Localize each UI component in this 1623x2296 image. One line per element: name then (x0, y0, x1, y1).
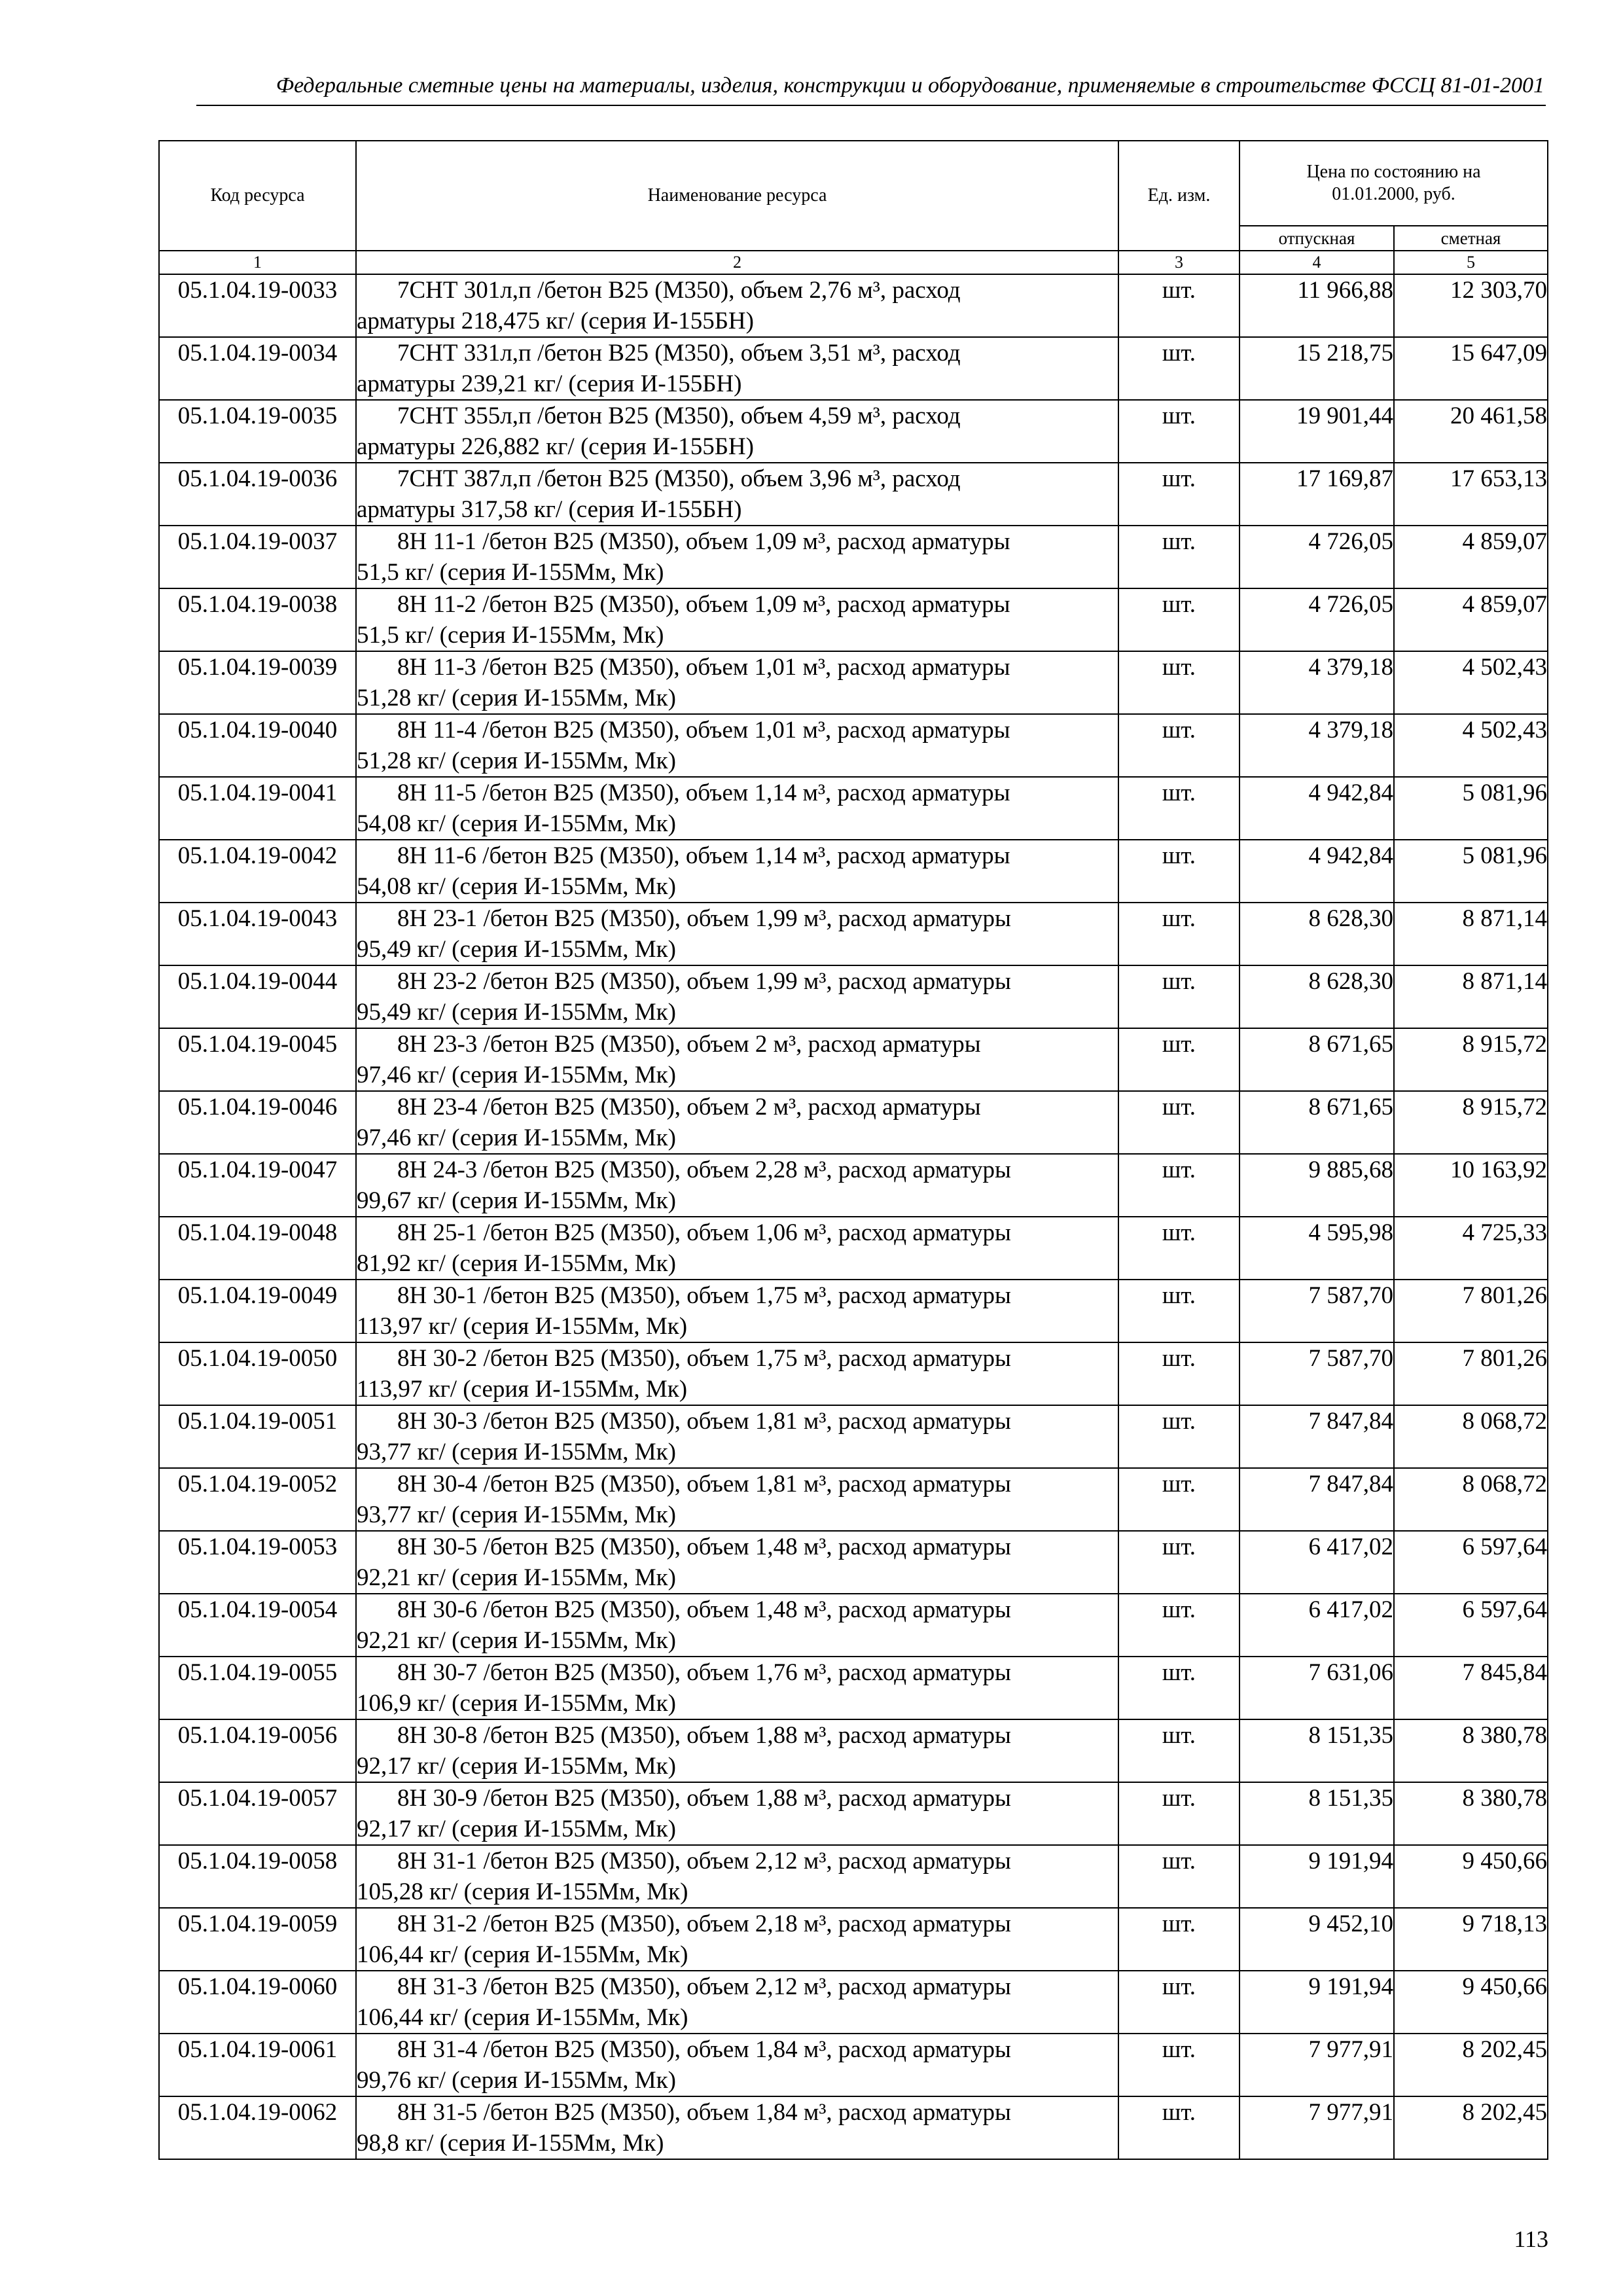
resource-name (356, 903, 1118, 965)
resource-name-line: 113,97 кг/ (серия И-155Мм, Мк) (357, 1313, 688, 1340)
resource-name-line (357, 778, 1118, 808)
unit-cell: шт. (1118, 903, 1240, 965)
unit-cell: шт. (1118, 526, 1240, 588)
resource-code: 05.1.04.19-0051 (159, 1405, 356, 1468)
resource-name-line (357, 840, 1118, 871)
release-price: 7 587,70 (1240, 1280, 1394, 1342)
column-number: 5 (1394, 251, 1548, 274)
resource-name (356, 463, 1118, 526)
table-row (159, 1531, 1548, 1594)
estimate-price: 7 845,84 (1394, 1657, 1548, 1719)
resource-name (356, 651, 1118, 714)
release-price: 19 901,44 (1240, 400, 1394, 463)
resource-code: 05.1.04.19-0037 (159, 526, 356, 588)
resource-price-table (158, 140, 1548, 2160)
resource-name (356, 965, 1118, 1028)
resource-code: 05.1.04.19-0047 (159, 1154, 356, 1217)
resource-name-line (357, 275, 1118, 306)
column-number: 3 (1118, 251, 1240, 274)
release-price: 8 628,30 (1240, 965, 1394, 1028)
release-price: 9 452,10 (1240, 1908, 1394, 1971)
release-price: 6 417,02 (1240, 1531, 1394, 1594)
resource-name-line: 51,28 кг/ (серия И-155Мм, Мк) (357, 685, 676, 711)
resource-name-line: 92,21 кг/ (серия И-155Мм, Мк) (357, 1627, 676, 1654)
resource-name-text: 8Н 23-2 /бетон В25 (М350), объем 1,99 м³, расход арматуры (397, 968, 1011, 995)
resource-name-line: 92,17 кг/ (серия И-155Мм, Мк) (357, 1753, 676, 1780)
resource-name-line: 99,67 кг/ (серия И-155Мм, Мк) (357, 1187, 676, 1214)
unit-cell: шт. (1118, 2034, 1240, 2096)
table-row (159, 1908, 1548, 1971)
table-row (159, 463, 1548, 526)
unit-cell: шт. (1118, 1028, 1240, 1091)
resource-code: 05.1.04.19-0058 (159, 1845, 356, 1908)
resource-name-line (357, 1029, 1118, 1060)
resource-name-line (357, 715, 1118, 745)
resource-code: 05.1.04.19-0034 (159, 337, 356, 400)
table-row (159, 840, 1548, 903)
resource-name-line (357, 652, 1118, 683)
resource-code: 05.1.04.19-0045 (159, 1028, 356, 1091)
unit-cell: шт. (1118, 274, 1240, 337)
resource-name-line: 54,08 кг/ (серия И-155Мм, Мк) (357, 873, 676, 900)
resource-name-text: 8Н 30-6 /бетон В25 (М350), объем 1,48 м³, расход арматуры (397, 1596, 1011, 1623)
resource-name (356, 337, 1118, 400)
unit-cell: шт. (1118, 1845, 1240, 1908)
release-price: 4 942,84 (1240, 840, 1394, 903)
resource-code: 05.1.04.19-0053 (159, 1531, 356, 1594)
resource-name-text: 8Н 24-3 /бетон В25 (М350), объем 2,28 м³, расход арматуры (397, 1157, 1011, 1183)
estimate-price: 17 653,13 (1394, 463, 1548, 526)
resource-name-text: 8Н 30-3 /бетон В25 (М350), объем 1,81 м³, расход арматуры (397, 1408, 1011, 1435)
column-header-name: Наименование ресурса (356, 141, 1118, 251)
resource-name-text: 8Н 11-5 /бетон В25 (М350), объем 1,14 м³, расход арматуры (397, 780, 1010, 806)
release-price: 8 671,65 (1240, 1028, 1394, 1091)
resource-name-text: 8Н 30-5 /бетон В25 (М350), объем 1,48 м³, расход арматуры (397, 1534, 1011, 1560)
resource-name-line (357, 1846, 1118, 1876)
resource-name-text: 8Н 30-2 /бетон В25 (М350), объем 1,75 м³, расход арматуры (397, 1345, 1011, 1372)
resource-name (356, 1028, 1118, 1091)
resource-name-line (357, 526, 1118, 557)
release-price: 7 631,06 (1240, 1657, 1394, 1719)
estimate-price: 9 450,66 (1394, 1845, 1548, 1908)
estimate-price: 5 081,96 (1394, 777, 1548, 840)
resource-name-text: 8Н 30-1 /бетон В25 (М350), объем 1,75 м³, расход арматуры (397, 1282, 1011, 1309)
resource-name-text: 8Н 31-5 /бетон В25 (М350), объем 1,84 м³, расход арматуры (397, 2099, 1011, 2126)
table-row (159, 526, 1548, 588)
table-row (159, 777, 1548, 840)
resource-name-text: 8Н 25-1 /бетон В25 (М350), объем 1,06 м³, расход арматуры (397, 1219, 1011, 1246)
unit-cell: шт. (1118, 714, 1240, 777)
release-price: 8 671,65 (1240, 1091, 1394, 1154)
resource-name-text: 8Н 31-4 /бетон В25 (М350), объем 1,84 м³, расход арматуры (397, 2036, 1011, 2063)
resource-name-line: арматуры 239,21 кг/ (серия И-155БН) (357, 370, 742, 397)
table-row (159, 714, 1548, 777)
unit-cell: шт. (1118, 1217, 1240, 1280)
resource-name-line (357, 1657, 1118, 1688)
estimate-price: 8 202,45 (1394, 2096, 1548, 2159)
release-price: 4 379,18 (1240, 714, 1394, 777)
resource-name (356, 1154, 1118, 1217)
resource-name (356, 840, 1118, 903)
unit-cell: шт. (1118, 1908, 1240, 1971)
estimate-price: 8 068,72 (1394, 1468, 1548, 1531)
table-row (159, 1405, 1548, 1468)
estimate-price: 4 859,07 (1394, 588, 1548, 651)
unit-cell: шт. (1118, 2096, 1240, 2159)
estimate-price: 7 801,26 (1394, 1342, 1548, 1405)
resource-name-line (357, 1092, 1118, 1122)
resource-name (356, 1594, 1118, 1657)
table-row (159, 588, 1548, 651)
resource-name-line: 54,08 кг/ (серия И-155Мм, Мк) (357, 810, 676, 837)
resource-name-line: 93,77 кг/ (серия И-155Мм, Мк) (357, 1501, 676, 1528)
table-row (159, 1280, 1548, 1342)
estimate-price: 8 068,72 (1394, 1405, 1548, 1468)
table-row (159, 2096, 1548, 2159)
estimate-price: 8 871,14 (1394, 903, 1548, 965)
resource-code: 05.1.04.19-0035 (159, 400, 356, 463)
column-header-price-group: Цена по состоянию на 01.01.2000, руб. (1240, 141, 1548, 226)
unit-cell: шт. (1118, 463, 1240, 526)
table-row (159, 1217, 1548, 1280)
resource-name-line (357, 338, 1118, 368)
resource-name-line (357, 1594, 1118, 1625)
release-price: 4 942,84 (1240, 777, 1394, 840)
estimate-price: 8 871,14 (1394, 965, 1548, 1028)
estimate-price: 6 597,64 (1394, 1594, 1548, 1657)
estimate-price: 8 202,45 (1394, 2034, 1548, 2096)
table-row (159, 2034, 1548, 2096)
estimate-price: 10 163,92 (1394, 1154, 1548, 1217)
resource-name-line: 95,49 кг/ (серия И-155Мм, Мк) (357, 936, 676, 963)
unit-cell: шт. (1118, 965, 1240, 1028)
estimate-price: 4 859,07 (1394, 526, 1548, 588)
resource-code: 05.1.04.19-0050 (159, 1342, 356, 1405)
table-row (159, 1091, 1548, 1154)
resource-name-line (357, 1155, 1118, 1185)
resource-code: 05.1.04.19-0033 (159, 274, 356, 337)
resource-code: 05.1.04.19-0038 (159, 588, 356, 651)
table-row (159, 1782, 1548, 1845)
resource-name-line (357, 1280, 1118, 1311)
estimate-price: 4 502,43 (1394, 651, 1548, 714)
estimate-price: 6 597,64 (1394, 1531, 1548, 1594)
table-row (159, 1657, 1548, 1719)
resource-name-line: арматуры 218,475 кг/ (серия И-155БН) (357, 308, 754, 334)
resource-name-line: 106,44 кг/ (серия И-155Мм, Мк) (357, 2004, 688, 2031)
resource-name (356, 1342, 1118, 1405)
estimate-price: 4 725,33 (1394, 1217, 1548, 1280)
resource-code: 05.1.04.19-0062 (159, 2096, 356, 2159)
resource-name-line (357, 2034, 1118, 2065)
resource-name (356, 1468, 1118, 1531)
release-price: 9 885,68 (1240, 1154, 1394, 1217)
estimate-price: 5 081,96 (1394, 840, 1548, 903)
resource-name (356, 714, 1118, 777)
resource-name-text: 8Н 11-3 /бетон В25 (М350), объем 1,01 м³, расход арматуры (397, 654, 1010, 681)
resource-name-text: 8Н 11-2 /бетон В25 (М350), объем 1,09 м³, расход арматуры (397, 591, 1010, 618)
table-row (159, 965, 1548, 1028)
resource-name (356, 1782, 1118, 1845)
release-price: 7 977,91 (1240, 2096, 1394, 2159)
resource-name-text: 7СНТ 331л,п /бетон В25 (М350), объем 3,51 м³, расход (397, 340, 961, 367)
release-price: 4 726,05 (1240, 588, 1394, 651)
resource-name-line: 92,17 кг/ (серия И-155Мм, Мк) (357, 1816, 676, 1842)
resource-code: 05.1.04.19-0060 (159, 1971, 356, 2034)
resource-code: 05.1.04.19-0059 (159, 1908, 356, 1971)
column-number: 4 (1240, 251, 1394, 274)
release-price: 7 977,91 (1240, 2034, 1394, 2096)
resource-name-line: 99,76 кг/ (серия И-155Мм, Мк) (357, 2067, 676, 2094)
table-row (159, 651, 1548, 714)
resource-name (356, 1217, 1118, 1280)
resource-name-text: 8Н 11-1 /бетон В25 (М350), объем 1,09 м³, расход арматуры (397, 528, 1010, 555)
resource-name-line: 113,97 кг/ (серия И-155Мм, Мк) (357, 1376, 688, 1403)
resource-name-line: 93,77 кг/ (серия И-155Мм, Мк) (357, 1439, 676, 1465)
resource-name-line: 106,44 кг/ (серия И-155Мм, Мк) (357, 1941, 688, 1968)
resource-name-line: 92,21 кг/ (серия И-155Мм, Мк) (357, 1564, 676, 1591)
resource-name-text: 7СНТ 387л,п /бетон В25 (М350), объем 3,96 м³, расход (397, 465, 961, 492)
estimate-price: 8 915,72 (1394, 1028, 1548, 1091)
resource-name-line: 97,46 кг/ (серия И-155Мм, Мк) (357, 1062, 676, 1088)
estimate-price: 9 718,13 (1394, 1908, 1548, 1971)
resource-name (356, 526, 1118, 588)
table-row (159, 1028, 1548, 1091)
unit-cell: шт. (1118, 1782, 1240, 1845)
resource-name-line (357, 1343, 1118, 1374)
table-row (159, 1154, 1548, 1217)
resource-name-line (357, 463, 1118, 494)
resource-name (356, 1908, 1118, 1971)
page-header: Федеральные сметные цены на материалы, изделия, конструкции и оборудование, применяемые в строительстве ФССЦ 81-01-2001 (276, 73, 1544, 98)
resource-name-line (357, 1720, 1118, 1751)
release-price: 8 151,35 (1240, 1782, 1394, 1845)
column-header-unit: Ед. изм. (1118, 141, 1240, 251)
resource-code: 05.1.04.19-0041 (159, 777, 356, 840)
release-price: 4 379,18 (1240, 651, 1394, 714)
release-price: 15 218,75 (1240, 337, 1394, 400)
resource-name (356, 1971, 1118, 2034)
unit-cell: шт. (1118, 1594, 1240, 1657)
resource-name-line (357, 1909, 1118, 1939)
resource-name (356, 777, 1118, 840)
unit-cell: шт. (1118, 337, 1240, 400)
resource-name-line: 95,49 кг/ (серия И-155Мм, Мк) (357, 999, 676, 1026)
estimate-price: 9 450,66 (1394, 1971, 1548, 2034)
table-body (159, 274, 1548, 2159)
resource-name-line: 51,5 кг/ (серия И-155Мм, Мк) (357, 622, 664, 649)
unit-cell: шт. (1118, 1342, 1240, 1405)
table-row (159, 1719, 1548, 1782)
resource-code: 05.1.04.19-0054 (159, 1594, 356, 1657)
resource-name-text: 8Н 11-6 /бетон В25 (М350), объем 1,14 м³, расход арматуры (397, 842, 1010, 869)
resource-name (356, 2096, 1118, 2159)
resource-code: 05.1.04.19-0049 (159, 1280, 356, 1342)
resource-name-text: 8Н 30-4 /бетон В25 (М350), объем 1,81 м³, расход арматуры (397, 1471, 1011, 1498)
resource-name-line: 81,92 кг/ (серия И-155Мм, Мк) (357, 1250, 676, 1277)
resource-name-text: 8Н 30-7 /бетон В25 (М350), объем 1,76 м³, расход арматуры (397, 1659, 1011, 1686)
unit-cell: шт. (1118, 588, 1240, 651)
resource-code: 05.1.04.19-0061 (159, 2034, 356, 2096)
table-row (159, 274, 1548, 337)
table-row (159, 400, 1548, 463)
unit-cell: шт. (1118, 1468, 1240, 1531)
column-number: 2 (356, 251, 1118, 274)
resource-name-text: 7СНТ 355л,п /бетон В25 (М350), объем 4,59 м³, расход (397, 403, 961, 429)
estimate-price: 4 502,43 (1394, 714, 1548, 777)
table-row (159, 1594, 1548, 1657)
table-row (159, 1342, 1548, 1405)
resource-name-line (357, 1783, 1118, 1814)
estimate-price: 12 303,70 (1394, 274, 1548, 337)
resource-name-text: 8Н 31-2 /бетон В25 (М350), объем 2,18 м³, расход арматуры (397, 1910, 1011, 1937)
resource-name-text: 8Н 31-3 /бетон В25 (М350), объем 2,12 м³, расход арматуры (397, 1973, 1011, 2000)
release-price: 8 628,30 (1240, 903, 1394, 965)
column-header-code: Код ресурса (159, 141, 356, 251)
unit-cell: шт. (1118, 777, 1240, 840)
resource-code: 05.1.04.19-0055 (159, 1657, 356, 1719)
resource-name-text: 8Н 23-4 /бетон В25 (М350), объем 2 м³, расход арматуры (397, 1094, 981, 1121)
resource-name (356, 1719, 1118, 1782)
resource-name (356, 1280, 1118, 1342)
estimate-price: 7 801,26 (1394, 1280, 1548, 1342)
unit-cell: шт. (1118, 400, 1240, 463)
unit-cell: шт. (1118, 1657, 1240, 1719)
resource-name (356, 400, 1118, 463)
resource-name-text: 8Н 23-3 /бетон В25 (М350), объем 2 м³, расход арматуры (397, 1031, 981, 1058)
column-header-estimate: сметная (1394, 226, 1548, 251)
resource-code: 05.1.04.19-0036 (159, 463, 356, 526)
resource-name-text: 8Н 30-8 /бетон В25 (М350), объем 1,88 м³, расход арматуры (397, 1722, 1011, 1749)
estimate-price: 8 380,78 (1394, 1719, 1548, 1782)
resource-name (356, 1091, 1118, 1154)
resource-name-line (357, 1217, 1118, 1248)
resource-name-line (357, 401, 1118, 431)
release-price: 17 169,87 (1240, 463, 1394, 526)
resource-name (356, 1845, 1118, 1908)
estimate-price: 8 380,78 (1394, 1782, 1548, 1845)
release-price: 8 151,35 (1240, 1719, 1394, 1782)
unit-cell: шт. (1118, 1971, 1240, 2034)
resource-code: 05.1.04.19-0040 (159, 714, 356, 777)
table-row (159, 1468, 1548, 1531)
resource-name (356, 1405, 1118, 1468)
table-row (159, 1845, 1548, 1908)
resource-name-line (357, 589, 1118, 620)
resource-name-line (357, 1532, 1118, 1562)
release-price: 9 191,94 (1240, 1971, 1394, 2034)
resource-name-line (357, 1406, 1118, 1437)
estimate-price: 15 647,09 (1394, 337, 1548, 400)
resource-code: 05.1.04.19-0042 (159, 840, 356, 903)
unit-cell: шт. (1118, 1280, 1240, 1342)
unit-cell: шт. (1118, 1531, 1240, 1594)
resource-name-line: 106,9 кг/ (серия И-155Мм, Мк) (357, 1690, 676, 1717)
resource-name-text: 7СНТ 301л,п /бетон В25 (М350), объем 2,76 м³, расход (397, 277, 961, 304)
resource-name-text: 8Н 11-4 /бетон В25 (М350), объем 1,01 м³, расход арматуры (397, 717, 1010, 744)
table-row (159, 903, 1548, 965)
table-row (159, 337, 1548, 400)
release-price: 7 847,84 (1240, 1405, 1394, 1468)
resource-code: 05.1.04.19-0052 (159, 1468, 356, 1531)
release-price: 4 726,05 (1240, 526, 1394, 588)
resource-code: 05.1.04.19-0046 (159, 1091, 356, 1154)
page-number: 113 (1514, 2226, 1548, 2252)
unit-cell: шт. (1118, 651, 1240, 714)
unit-cell: шт. (1118, 1091, 1240, 1154)
resource-name-line: арматуры 317,58 кг/ (серия И-155БН) (357, 496, 742, 523)
header-rule (196, 105, 1546, 106)
resource-name-line (357, 1469, 1118, 1499)
resource-name-line: 97,46 кг/ (серия И-155Мм, Мк) (357, 1124, 676, 1151)
resource-name-line (357, 903, 1118, 934)
estimate-price: 20 461,58 (1394, 400, 1548, 463)
estimate-price: 8 915,72 (1394, 1091, 1548, 1154)
column-number: 1 (159, 251, 356, 274)
release-price: 4 595,98 (1240, 1217, 1394, 1280)
resource-name (356, 1657, 1118, 1719)
resource-name-text: 8Н 23-1 /бетон В25 (М350), объем 1,99 м³, расход арматуры (397, 905, 1011, 932)
resource-name-text: 8Н 30-9 /бетон В25 (М350), объем 1,88 м³, расход арматуры (397, 1785, 1011, 1812)
table-row (159, 1971, 1548, 2034)
resource-code: 05.1.04.19-0043 (159, 903, 356, 965)
resource-name-line: 105,28 кг/ (серия И-155Мм, Мк) (357, 1878, 688, 1905)
resource-name-line (357, 2097, 1118, 2128)
resource-code: 05.1.04.19-0057 (159, 1782, 356, 1845)
unit-cell: шт. (1118, 840, 1240, 903)
release-price: 7 847,84 (1240, 1468, 1394, 1531)
resource-name-line: 51,28 кг/ (серия И-155Мм, Мк) (357, 747, 676, 774)
release-price: 9 191,94 (1240, 1845, 1394, 1908)
resource-name (356, 588, 1118, 651)
unit-cell: шт. (1118, 1719, 1240, 1782)
release-price: 6 417,02 (1240, 1594, 1394, 1657)
resource-name-line (357, 1971, 1118, 2002)
unit-cell: шт. (1118, 1405, 1240, 1468)
release-price: 11 966,88 (1240, 274, 1394, 337)
resource-code: 05.1.04.19-0048 (159, 1217, 356, 1280)
resource-name-text: 8Н 31-1 /бетон В25 (М350), объем 2,12 м³, расход арматуры (397, 1848, 1011, 1874)
resource-name-line: 98,8 кг/ (серия И-155Мм, Мк) (357, 2130, 664, 2157)
resource-name-line: арматуры 226,882 кг/ (серия И-155БН) (357, 433, 754, 460)
resource-name (356, 1531, 1118, 1594)
resource-name-line: 51,5 кг/ (серия И-155Мм, Мк) (357, 559, 664, 586)
column-header-release: отпускная (1240, 226, 1394, 251)
release-price: 7 587,70 (1240, 1342, 1394, 1405)
resource-code: 05.1.04.19-0044 (159, 965, 356, 1028)
resource-name (356, 2034, 1118, 2096)
resource-name-line (357, 966, 1118, 997)
resource-code: 05.1.04.19-0056 (159, 1719, 356, 1782)
resource-name (356, 274, 1118, 337)
unit-cell: шт. (1118, 1154, 1240, 1217)
resource-code: 05.1.04.19-0039 (159, 651, 356, 714)
